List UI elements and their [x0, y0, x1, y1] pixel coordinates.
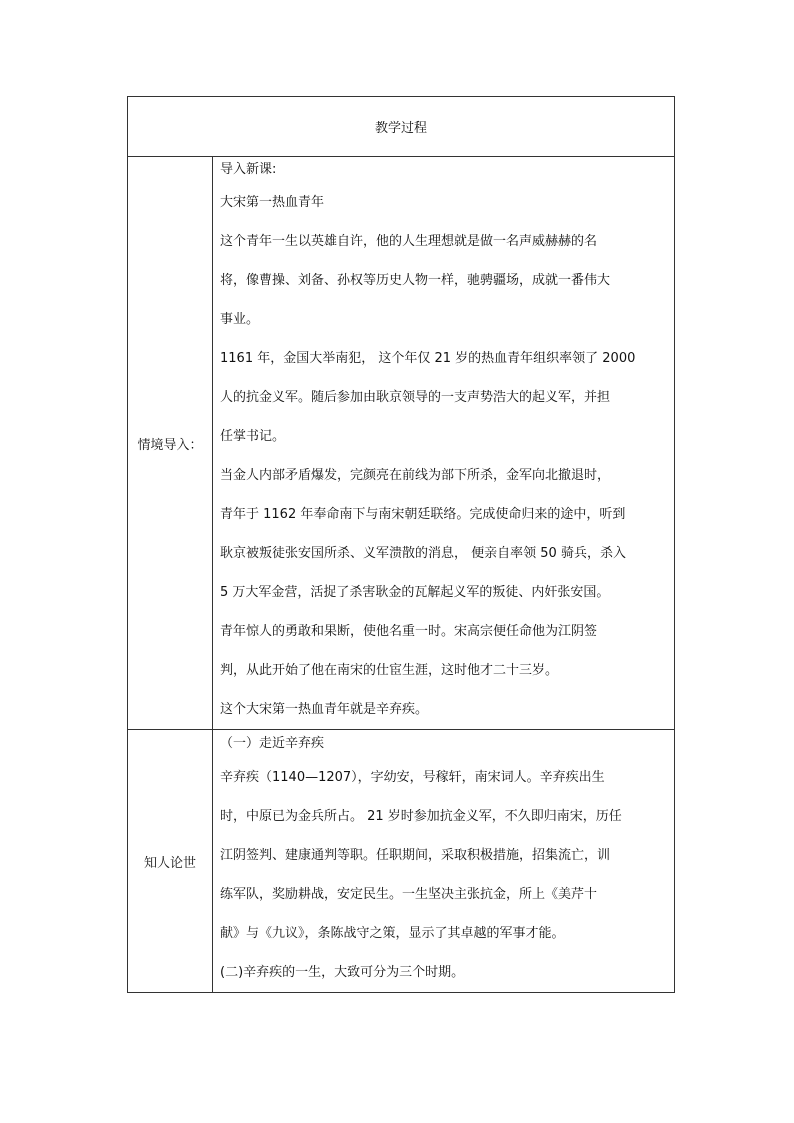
text-line: 5 万大军金营，活捉了杀害耿金的瓦解起义军的叛徒、内奸张安国。: [220, 585, 610, 600]
text-line: 任掌书记。: [220, 429, 286, 444]
text-line: 练军队，奖励耕战，安定民生。一生坚决主张抗金，所上《美芹十: [220, 887, 598, 902]
text-line: 导入新课:: [220, 162, 277, 177]
text-line: 时，中原已为金兵所占。 21 岁时参加抗金义军，不久即归南宋，历任: [220, 809, 622, 824]
section-row-background: [128, 730, 675, 993]
text-line: 判，从此开始了他在南宋的仕宦生涯，这时他才二十三岁。: [220, 663, 559, 678]
header-row: [128, 97, 675, 157]
text-line: 事业。: [220, 312, 260, 327]
section-row-situation: [128, 157, 675, 730]
table-title: 教学过程: [128, 97, 675, 157]
text-line: 青年惊人的勇敢和果断，使他名重一时。宋高宗便任命他为江阴签: [220, 624, 598, 639]
text-line: 这个大宋第一热血青年就是辛弃疾。: [220, 702, 429, 717]
text-line: 献》与《九议》，条陈战守之策，显示了其卓越的军事才能。: [220, 926, 565, 941]
text-line: 青年于 1162 年奉命南下与南宋朝廷联络。完成使命归来的途中，听到: [220, 507, 626, 522]
text-line: （一）走近辛弃疾: [220, 736, 325, 751]
text-line: 当金人内部矛盾爆发，完颜亮在前线为部下所杀，金军向北撤退时，: [220, 468, 611, 483]
text-line: 这个青年一生以英雄自许，他的人生理想就是做一名声威赫赫的名: [220, 234, 598, 249]
text-line: 江阴签判、建康通判等职。任职期间，采取积极措施，招集流亡，训: [220, 848, 611, 863]
text-line: 将，像曹操、刘备、孙权等历史人物一样，驰骋疆场，成就一番伟大: [220, 273, 611, 288]
text-line: 人的抗金义军。随后参加由耿京领导的一支声势浩大的起义军，并担: [220, 390, 611, 405]
section-label-background: 知人论世: [128, 730, 213, 993]
text-line: 辛弃疾（1140—1207），字幼安，号稼轩，南宋词人。辛弃疾出生: [220, 770, 605, 785]
section-content-background: [213, 730, 675, 993]
text-line: 1161 年，金国大举南犯， 这个年仅 21 岁的热血青年组织率领了 2000: [220, 351, 636, 366]
section-label-situation: 情境导入：: [128, 157, 213, 730]
text-line: (二)辛弃疾的一生，大致可分为三个时期。: [220, 965, 465, 980]
section-content-situation: [213, 157, 675, 730]
text-line: 耿京被叛徒张安国所杀、义军溃散的消息， 便亲自率领 50 骑兵，杀入: [220, 546, 626, 561]
lesson-table: [127, 96, 675, 993]
text-line: 大宋第一热血青年: [220, 195, 325, 210]
